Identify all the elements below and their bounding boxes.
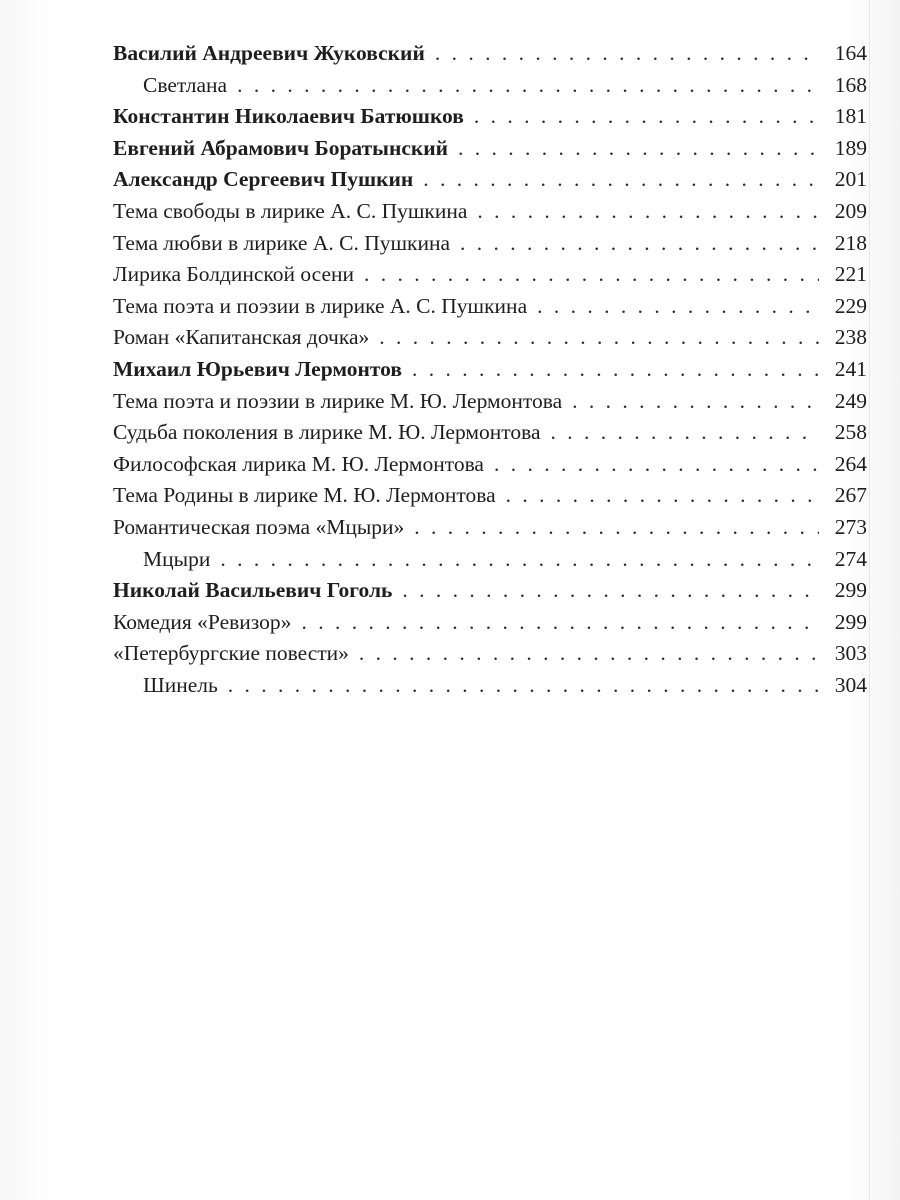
toc-entry-title: Тема свободы в лирике А. С. Пушкина: [113, 198, 468, 223]
toc-page-number: 299: [834, 578, 867, 603]
toc-entry: [113, 480, 867, 512]
dot-leader: [435, 38, 819, 70]
toc-entry-title: Светлана: [143, 72, 228, 97]
toc-entry: [113, 322, 867, 354]
toc-page-number: 218: [834, 230, 867, 255]
toc-entry-title: Тема любви в лирике А. С. Пушкина: [113, 230, 451, 255]
toc-entry: [113, 38, 867, 70]
toc-page-number: 304: [834, 672, 867, 697]
toc-page-number: 229: [834, 293, 867, 318]
toc-page-number: 168: [834, 72, 867, 97]
toc-entry-title: Лирика Болдинской осени: [113, 262, 355, 287]
dot-leader: [228, 670, 819, 702]
toc-author-title: Александр Сергеевич Пушкин: [113, 167, 414, 192]
dot-leader: [402, 575, 819, 607]
toc-page-number: 164: [834, 41, 867, 65]
toc-entry: [113, 101, 867, 133]
toc-entry: [113, 638, 867, 670]
toc-entry: [113, 449, 867, 481]
dot-leader: [220, 544, 819, 576]
dot-leader: [301, 607, 819, 639]
toc-page-number: 267: [834, 483, 867, 508]
toc-page-number: 303: [834, 641, 867, 666]
toc-author-title: Константин Николаевич Батюшков: [113, 104, 464, 129]
toc-entry: [113, 607, 867, 639]
toc-entry-title: Философская лирика М. Ю. Лермонтова: [113, 451, 484, 476]
toc-entry: [113, 670, 867, 702]
toc-entry: [113, 512, 867, 544]
toc-entry: [113, 575, 867, 607]
toc-entry: [113, 354, 867, 386]
toc-author-title: Николай Васильевич Гоголь: [113, 578, 393, 603]
toc-page-number: 238: [834, 325, 867, 350]
toc-entry: [113, 228, 867, 260]
toc-entry: [113, 133, 867, 165]
toc-entry: [113, 291, 867, 323]
toc-entry: [113, 417, 867, 449]
table-of-contents: [113, 38, 867, 701]
toc-entry-title: Роман «Капитанская дочка»: [113, 325, 370, 350]
dot-leader: [460, 228, 819, 260]
toc-page-number: 221: [834, 262, 867, 287]
toc-page-number: 274: [834, 546, 867, 571]
toc-page-number: 241: [834, 356, 867, 381]
toc-entry: [113, 70, 867, 102]
toc-page-number: 209: [834, 198, 867, 223]
toc-entry: [113, 386, 867, 418]
toc-page-number: 181: [834, 104, 867, 129]
dot-leader: [364, 259, 819, 291]
toc-entry-title: Мцыри: [143, 546, 211, 571]
toc-entry: [113, 164, 867, 196]
toc-page-number: 249: [834, 388, 867, 413]
toc-entry-title: Шинель: [143, 672, 218, 697]
dot-leader: [477, 196, 819, 228]
toc-page-number: 201: [834, 167, 867, 192]
dot-leader: [537, 291, 819, 323]
toc-page-number: 189: [834, 135, 867, 160]
dot-leader: [237, 70, 819, 102]
toc-entry-title: Тема Родины в лирике М. Ю. Лермонтова: [113, 483, 496, 508]
dot-leader: [359, 638, 819, 670]
toc-entry: [113, 544, 867, 576]
toc-page-number: 273: [834, 514, 867, 539]
dot-leader: [551, 417, 819, 449]
toc-entry-title: «Петербургские повести»: [113, 641, 349, 666]
toc-page-number: 299: [834, 609, 867, 634]
dot-leader: [506, 480, 819, 512]
toc-entry: [113, 259, 867, 291]
toc-page-number: 264: [834, 451, 867, 476]
toc-page-number: 258: [834, 420, 867, 445]
dot-leader: [423, 164, 819, 196]
dot-leader: [414, 512, 819, 544]
dot-leader: [458, 133, 819, 165]
toc-author-title: Евгений Абрамович Боратынский: [113, 135, 449, 160]
toc-author-title: Василий Андреевич Жуковский: [113, 41, 425, 65]
page-edge: [869, 0, 870, 1200]
dot-leader: [494, 449, 819, 481]
toc-entry-title: Тема поэта и поэзии в лирике М. Ю. Лермонтова: [113, 388, 563, 413]
dot-leader: [474, 101, 819, 133]
toc-author-title: Михаил Юрьевич Лермонтов: [113, 356, 402, 381]
dot-leader: [412, 354, 819, 386]
dot-leader: [379, 322, 819, 354]
toc-entry-title: Тема поэта и поэзии в лирике А. С. Пушкина: [113, 293, 528, 318]
dot-leader: [572, 386, 819, 418]
toc-entry-title: Судьба поколения в лирике М. Ю. Лермонтова: [113, 420, 541, 445]
toc-entry-title: Романтическая поэма «Мцыри»: [113, 514, 405, 539]
toc-entry-title: Комедия «Ревизор»: [113, 609, 292, 634]
toc-entry: [113, 196, 867, 228]
